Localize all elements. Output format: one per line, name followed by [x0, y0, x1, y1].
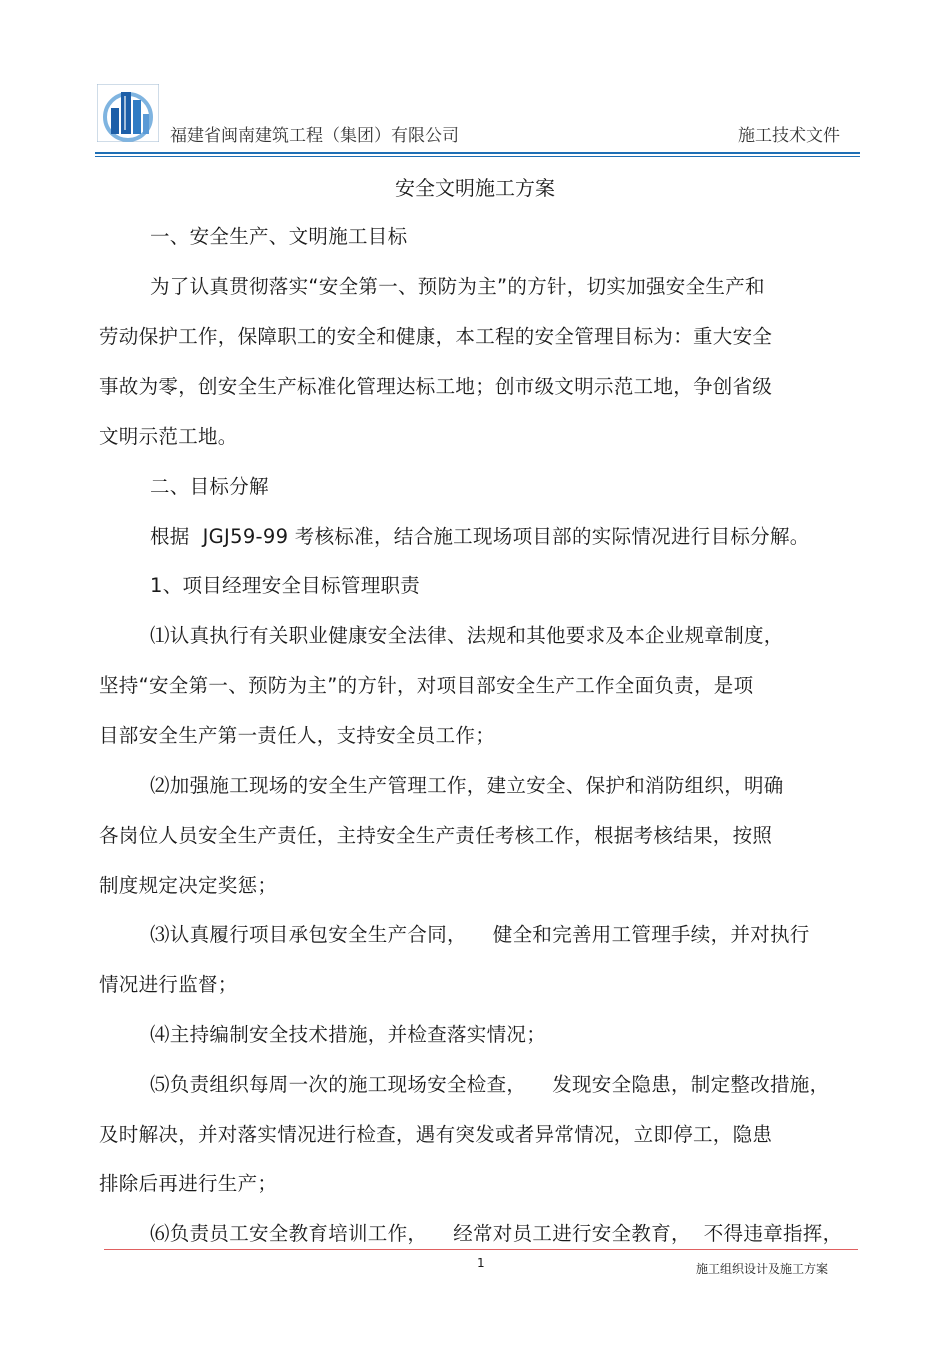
paragraph-line: ⑵加强施工现场的安全生产管理工作，建立安全、保护和消防组织，明确 — [150, 774, 784, 797]
paragraph-line: 及时解决，并对落实情况进行检查，遇有突发或者异常情况，立即停工，隐患 — [99, 1123, 773, 1146]
paragraph-line: 事故为零，创安全生产标准化管理达标工地；创市级文明示范工地，争创省级 — [99, 375, 773, 398]
paragraph-line: 排除后再进行生产； — [99, 1172, 278, 1195]
subsection-heading: 1、项目经理安全目标管理职责 — [150, 574, 421, 597]
section-heading: 一、安全生产、文明施工目标 — [150, 225, 408, 248]
paragraph-line: 制度规定决定奖惩； — [99, 874, 278, 897]
section-heading: 二、目标分解 — [150, 475, 269, 498]
paragraph-line: 文明示范工地。 — [99, 425, 238, 448]
header-divider — [95, 152, 860, 154]
header-divider-thin — [95, 156, 860, 157]
document-type: 施工技术文件 — [738, 126, 840, 146]
paragraph-line: ⑸负责组织每周一次的施工现场安全检查， 发现安全隐患，制定整改措施， — [150, 1073, 830, 1096]
paragraph-line: 目部安全生产第一责任人，支持安全员工作； — [99, 724, 496, 747]
paragraph-line: 劳动保护工作，保障职工的安全和健康，本工程的安全管理目标为：重大安全 — [99, 325, 773, 348]
document-title: 安全文明施工方案 — [395, 176, 555, 200]
paragraph-line: ⑷主持编制安全技术措施，并检查落实情况； — [150, 1023, 547, 1046]
paragraph-line: 根据 JGJ59-99 考核标准，结合施工现场项目部的实际情况进行目标分解。 — [150, 525, 810, 548]
building-logo-icon — [97, 84, 159, 142]
paragraph-line: 坚持“安全第一、预防为主”的方针，对项目部安全生产工作全面负责，是项 — [99, 674, 754, 697]
footer-divider — [104, 1249, 858, 1250]
paragraph-line: ⑴认真执行有关职业健康安全法律、法规和其他要求及本企业规章制度， — [150, 624, 784, 647]
paragraph-line: ⑹负责员工安全教育培训工作， 经常对员工进行安全教育， 不得违章指挥， — [150, 1222, 843, 1245]
page-number: 1 — [477, 1256, 485, 1270]
footer-text: 施工组织设计及施工方案 — [696, 1262, 829, 1276]
paragraph-line: 为了认真贯彻落实“安全第一、预防为主”的方针，切实加强安全生产和 — [150, 275, 765, 298]
paragraph-line: 情况进行监督； — [99, 973, 238, 996]
company-name: 福建省闽南建筑工程（集团）有限公司 — [170, 126, 459, 146]
paragraph-line: ⑶认真履行项目承包安全生产合同， 健全和完善用工管理手续，并对执行 — [150, 923, 810, 946]
paragraph-line: 各岗位人员安全生产责任，主持安全生产责任考核工作，根据考核结果，按照 — [99, 824, 773, 847]
